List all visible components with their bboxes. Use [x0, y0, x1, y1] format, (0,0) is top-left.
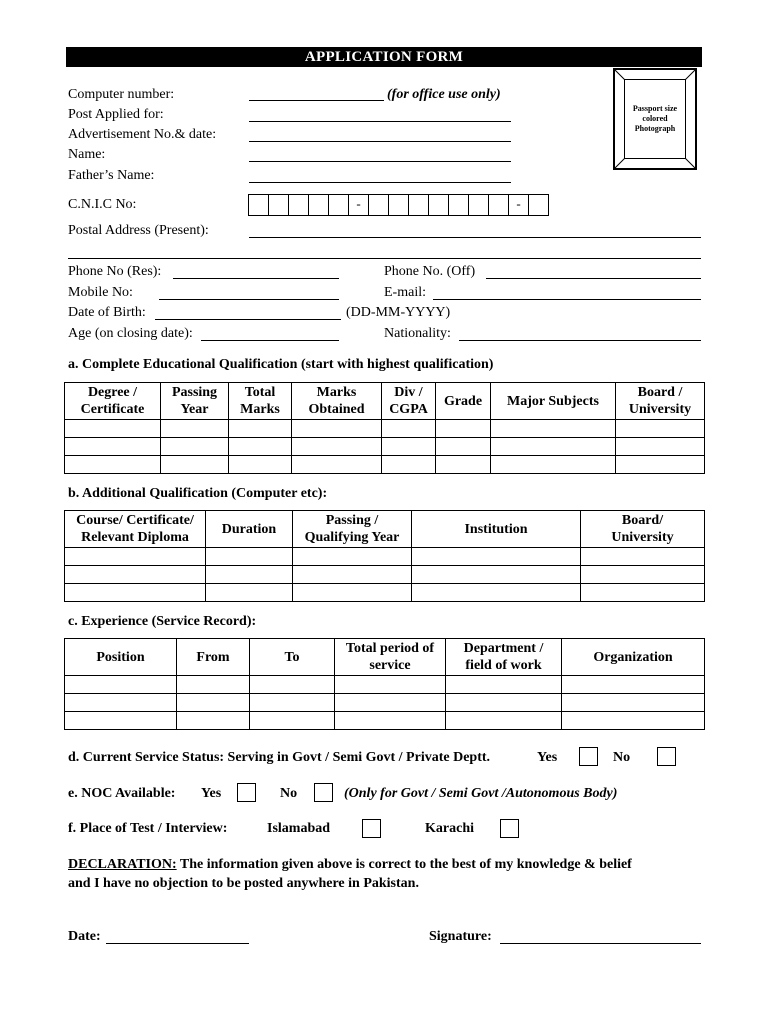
col-from: From	[177, 639, 250, 676]
signature-label: Signature:	[429, 929, 492, 944]
noc-yes-label: Yes	[201, 786, 222, 801]
col-qualifying-year: Passing / Qualifying Year	[293, 511, 412, 548]
col-position: Position	[65, 639, 177, 676]
noc-yes-checkbox[interactable]	[237, 783, 256, 802]
phone-off-label: Phone No. (Off)	[384, 264, 476, 279]
advertisement-label: Advertisement No.& date:	[68, 127, 217, 142]
col-degree: Degree / Certificate	[65, 383, 161, 420]
cnic-label: C.N.I.C No:	[68, 197, 137, 212]
age-label: Age (on closing date):	[68, 326, 193, 341]
office-use-note: (for office use only)	[387, 87, 501, 102]
experience-table	[64, 638, 705, 730]
photo-label: Passport size colored Photograph	[624, 79, 686, 159]
col-to: To	[250, 639, 335, 676]
table-row	[65, 584, 705, 602]
education-table	[64, 382, 705, 474]
noc-no-label: No	[280, 786, 298, 801]
cnic-boxes[interactable]	[248, 194, 549, 216]
islamabad-checkbox[interactable]	[362, 819, 381, 838]
service-yes-checkbox[interactable]	[579, 747, 598, 766]
mobile-label: Mobile No:	[68, 285, 133, 300]
dob-format: (DD-MM-YYYY)	[346, 305, 451, 320]
service-no-label: No	[613, 750, 631, 765]
table-row	[65, 548, 705, 566]
postal-address-label: Postal Address (Present):	[68, 223, 209, 238]
phone-res-field[interactable]	[173, 278, 339, 279]
advertisement-field[interactable]	[249, 141, 511, 142]
declaration	[68, 857, 632, 873]
col-marks-obtained: Marks Obtained	[292, 383, 382, 420]
post-applied-label: Post Applied for:	[68, 107, 164, 122]
date-field[interactable]	[106, 943, 249, 944]
col-duration: Duration	[206, 511, 293, 548]
computer-number-label: Computer number:	[68, 87, 175, 102]
karachi-checkbox[interactable]	[500, 819, 519, 838]
noc-no-checkbox[interactable]	[314, 783, 333, 802]
test-place-label: f. Place of Test / Interview:	[68, 821, 228, 836]
col-major-subjects: Major Subjects	[491, 383, 616, 420]
additional-heading: b. Additional Qualification (Computer etc):	[68, 486, 328, 501]
table-row	[65, 420, 705, 438]
dob-label: Date of Birth:	[68, 305, 146, 320]
declaration-text-2: and I have no objection to be posted anywhere in Pakistan.	[68, 876, 419, 891]
table-row	[65, 712, 705, 730]
table-row	[65, 676, 705, 694]
postal-address-field[interactable]	[249, 237, 701, 238]
col-passing-year: Passing Year	[161, 383, 229, 420]
col-total-period: Total period of service	[335, 639, 446, 676]
computer-number-field[interactable]	[249, 100, 384, 101]
experience-heading: c. Experience (Service Record):	[68, 614, 257, 629]
col-board: Board/ University	[581, 511, 705, 548]
service-status-label: d. Current Service Status: Serving in Govt / Semi Govt / Private Deptt.	[68, 750, 491, 765]
fathers-name-label: Father’s Name:	[68, 168, 155, 183]
fathers-name-field[interactable]	[249, 182, 511, 183]
col-institution: Institution	[412, 511, 581, 548]
dob-field[interactable]	[155, 319, 341, 320]
table-row	[65, 566, 705, 584]
col-organization: Organization	[562, 639, 705, 676]
nationality-field[interactable]	[459, 340, 701, 341]
col-department: Department / field of work	[446, 639, 562, 676]
table-row	[65, 438, 705, 456]
email-label: E-mail:	[384, 285, 426, 300]
email-field[interactable]	[433, 299, 701, 300]
additional-table	[64, 510, 705, 602]
cnic-dash: -	[349, 195, 369, 215]
declaration-text-1: The information given above is correct to the best of my knowledge & belief	[179, 857, 632, 872]
nationality-label: Nationality:	[384, 326, 451, 341]
photo-box	[613, 68, 697, 170]
service-no-checkbox[interactable]	[657, 747, 676, 766]
name-label: Name:	[68, 147, 106, 162]
signature-field[interactable]	[500, 943, 701, 944]
col-board: Board / University	[616, 383, 705, 420]
col-div-cgpa: Div / CGPA	[382, 383, 436, 420]
postal-address-field-2[interactable]	[68, 258, 701, 259]
declaration-heading: DECLARATION:	[68, 857, 177, 872]
mobile-field[interactable]	[159, 299, 339, 300]
col-grade: Grade	[436, 383, 491, 420]
date-label: Date:	[68, 929, 101, 944]
phone-off-field[interactable]	[486, 278, 701, 279]
islamabad-label: Islamabad	[267, 821, 331, 836]
col-course: Course/ Certificate/ Relevant Diploma	[65, 511, 206, 548]
table-row	[65, 694, 705, 712]
table-row	[65, 456, 705, 474]
service-yes-label: Yes	[537, 750, 558, 765]
name-field[interactable]	[249, 161, 511, 162]
karachi-label: Karachi	[425, 821, 474, 836]
noc-note: (Only for Govt / Semi Govt /Autonomous Body)	[344, 786, 618, 801]
form-title: APPLICATION FORM	[66, 47, 702, 67]
cnic-dash: -	[509, 195, 529, 215]
education-heading: a. Complete Educational Qualification (start with highest qualification)	[68, 357, 494, 372]
col-total-marks: Total Marks	[229, 383, 292, 420]
age-field[interactable]	[201, 340, 339, 341]
post-applied-field[interactable]	[249, 121, 511, 122]
noc-label: e. NOC Available:	[68, 786, 176, 801]
phone-res-label: Phone No (Res):	[68, 264, 162, 279]
